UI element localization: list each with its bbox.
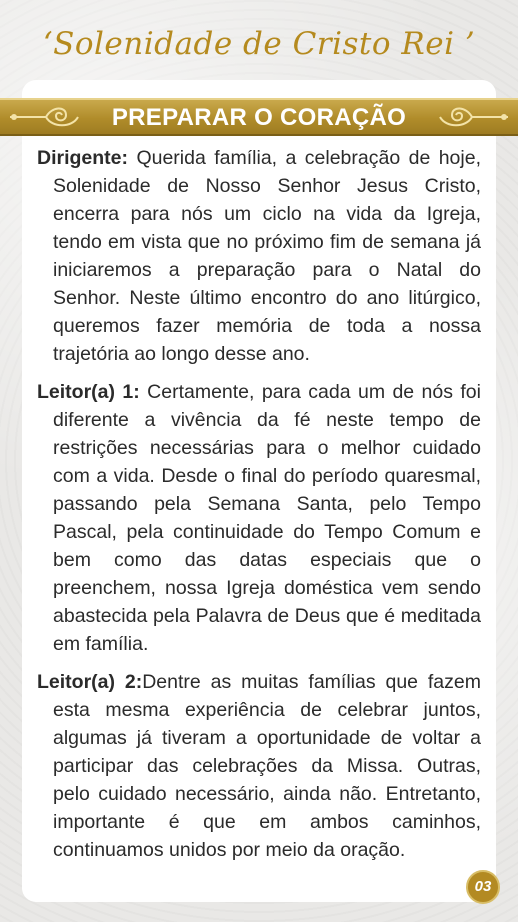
speaker-label: Dirigente: <box>37 147 129 169</box>
page-number-badge: 03 <box>466 870 500 904</box>
paragraph-leitor-2 <box>37 668 481 864</box>
section-banner <box>0 98 518 136</box>
paragraph-leitor-1 <box>37 378 481 658</box>
section-title: PREPARAR O CORAÇÃO <box>111 104 407 131</box>
paragraph-dirigente <box>37 144 481 368</box>
speaker-label: Leitor(a) 1: <box>37 381 140 403</box>
speaker-label: Leitor(a) 2: <box>37 671 143 693</box>
paragraph-text: Querida família, a celebração de hoje, Solenidade de Nosso Senhor Jesus Cristo, encerra para nós um ciclo na vida da Igreja, tendo em vista que no próximo fim de semana já iniciaremos a preparação para o Natal do Senhor. Neste último encontro do ano litúrgico, queremos fazer memória de toda a nossa trajetória ao longo desse ano. <box>53 147 481 365</box>
liturgy-text <box>37 144 481 874</box>
page-title: ‘Solenidade de Cristo Rei ’ <box>42 26 476 62</box>
paragraph-text: Certamente, para cada um de nós foi diferente a vivência da fé neste tempo de restrições necessárias para o melhor cuidado com a vida. Desde o final do período quaresmal, passando pela Semana Santa, pelo Tempo Pascal, pela continuidade do Tempo Comum e bem como das datas especiais que o preenchem, nossa Igreja doméstica vem sendo abastecida pela Palavra de Deus que é meditada em família. <box>53 381 481 655</box>
scroll-ornament-icon <box>434 100 512 134</box>
paragraph-text: Dentre as muitas famílias que fazem esta mesma experiência de celebrar juntos, algumas já tiveram a oportunidade de voltar a participar das celebrações da Missa. Outras, pelo cuidado necessário, ainda não. Entretanto, importante é que em ambos caminhos, continuamos unidos por meio da oração. <box>53 671 481 861</box>
